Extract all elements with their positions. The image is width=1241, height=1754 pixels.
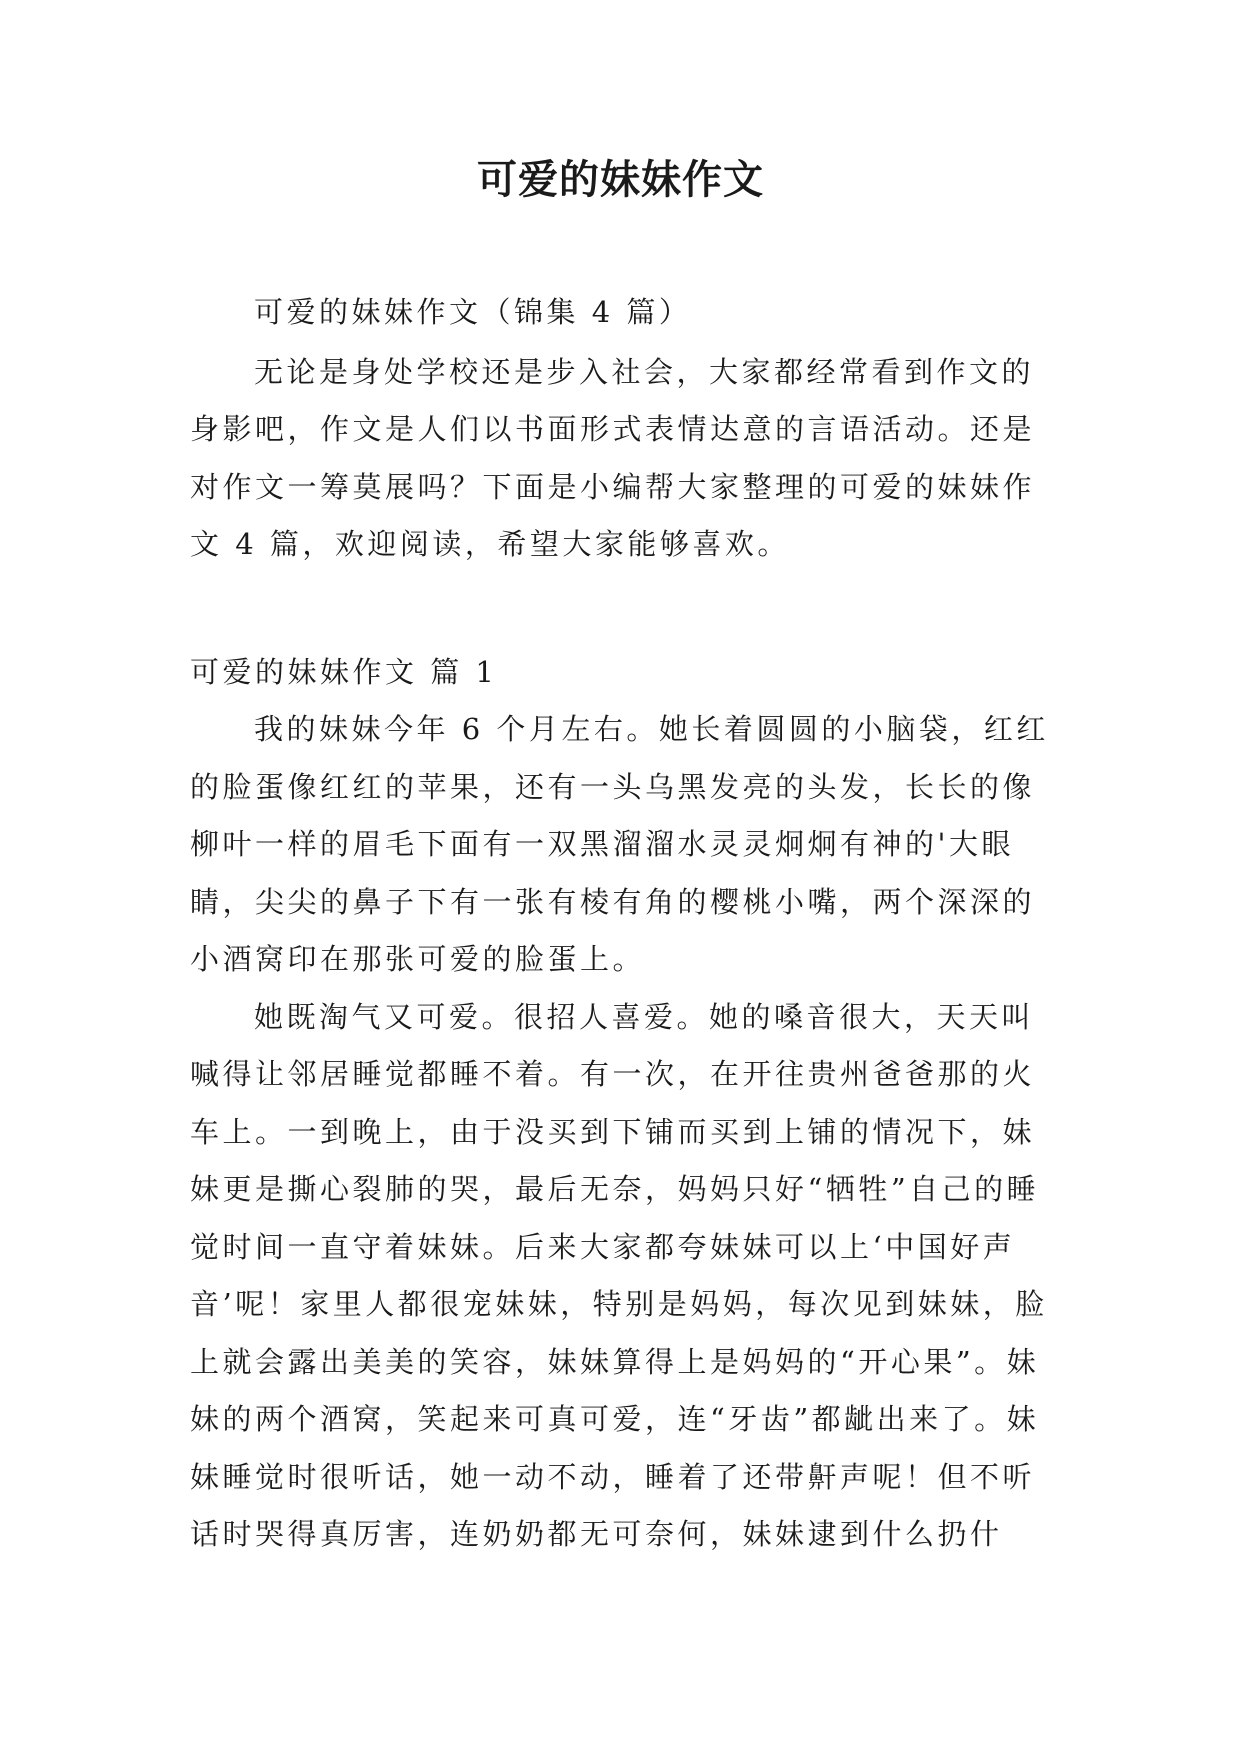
document-title: 可爱的妹妹作文 [477,157,764,203]
section-heading: 可爱的妹妹作文 篇 1 [190,654,498,689]
intro-paragraph: 无论是身处学校还是步入社会，大家都经常看到作文的身影吧，作文是人们以书面形式表情达意的言语活动。还是对作文一筹莫展吗？下面是小编帮大家整理的可爱的妹妹作文 4 篇，欢迎阅读，希望大家能够喜欢。 [190,354,1036,561]
body-paragraph-1: 我的妹妹今年 6 个月左右。她长着圆圆的小脑袋，红红的脸蛋像红红的苹果，还有一头乌黑发亮的头发，长长的像柳叶一样的眉毛下面有一双黑溜溜水灵灵炯炯有神的'大眼睛，尖尖的鼻子下有一张有棱有角的樱桃小嘴，两个深深的小酒窝印在那张可爱的脸蛋上。 [190,712,1049,976]
document-subtitle: 可爱的妹妹作文（锦集 4 篇） [254,295,692,329]
section-spacer [190,574,1050,644]
document-body [190,284,1050,1564]
body-paragraph-2: 她既淘气又可爱。很招人喜爱。她的嗓音很大，天天叫喊得让邻居睡觉都睡不着。有一次，在开往贵州爸爸那的火车上。一到晚上，由于没买到下铺而买到上铺的情况下，妹妹更是撕心裂肺的哭，最后无奈，妈妈只好“牺牲”自己的睡觉时间一直守着妹妹。后来大家都夸妹妹可以上‘中国好声音’呢！家里人都很宠妹妹，特别是妈妈，每次见到妹妹，脸上就会露出美美的笑容，妹妹算得上是妈妈的“开心果”。妹妹的两个酒窝，笑起来可真可爱，连“牙齿”都龇出来了。妹妹睡觉时很听话，她一动不动，睡着了还带鼾声呢！但不听话时哭得真厉害，连奶奶都无可奈何，妹妹逮到什么扔什 [190,999,1048,1551]
